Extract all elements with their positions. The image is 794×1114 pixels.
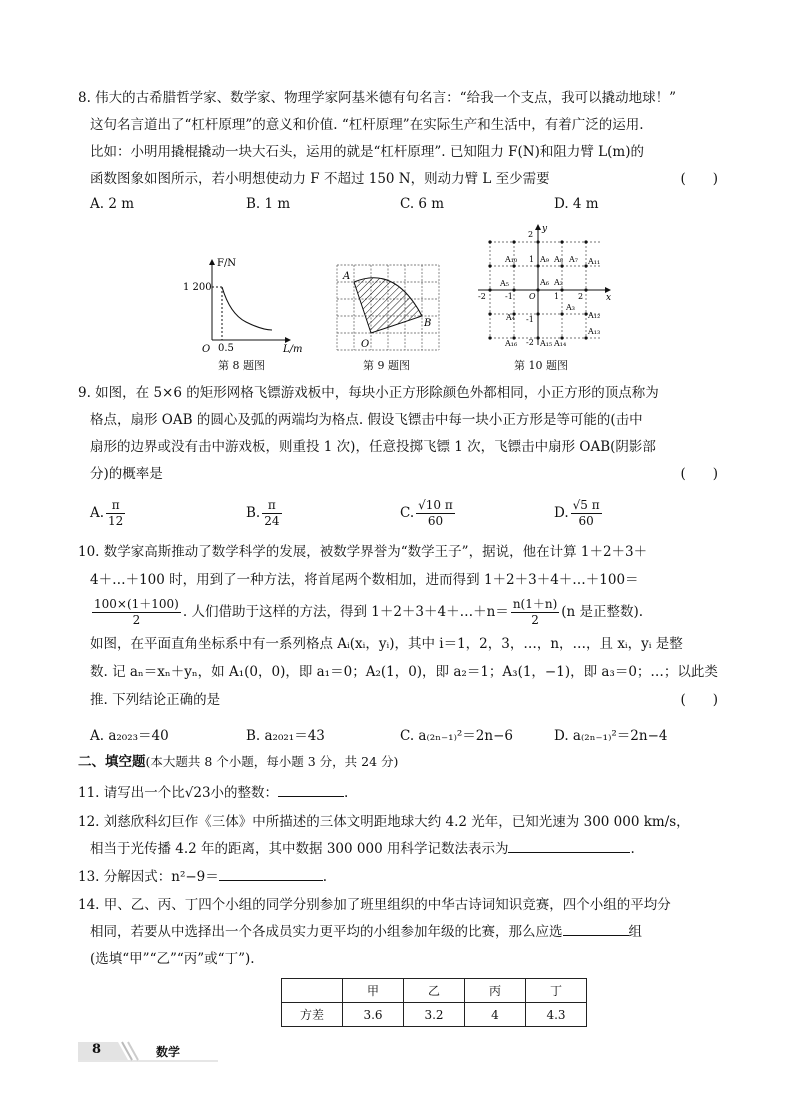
page-number: 8 (92, 1042, 102, 1057)
q10-option-a: A. a₂₀₂₃＝40 (90, 728, 169, 744)
fig10-point-a12: A₁₂ (588, 311, 601, 320)
q9-line-1: 9. 如图，在 5×6 的矩形网格飞镖游戏板中，每块小正方形除颜色外都相同，小正方形的顶点称为 (78, 385, 659, 401)
q9-option-c-num: √10 π (418, 498, 453, 512)
q10-option-d: D. a₍₂ₙ₋₁₎²＝2n−4 (554, 728, 668, 744)
q10-answer-paren: ( ) (680, 692, 718, 708)
fig8-xlabel: L/m (283, 344, 303, 355)
fig10-y-axis-label: y (542, 224, 548, 234)
q9-line-3: 扇形的边界或没有击中游戏板，则重投 1 次)，任意投掷飞镖 1 次，飞镖击中扇形 OAB(阴影部 (90, 439, 656, 455)
fig9-label-b: B (424, 318, 432, 329)
q12-line-2: 相当于光传播 4.2 年的距离，其中数据 300 000 用科学记数法表示为 (90, 841, 509, 857)
q9-option-b-num: π (262, 498, 281, 514)
fig8-ylabel: F/N (217, 258, 237, 269)
q8-answer-paren: ( ) (680, 171, 718, 187)
q9-option-a-label: A. (90, 505, 105, 521)
section-2-title: 二、填空题 (78, 754, 146, 770)
q9-options (90, 498, 730, 534)
q8-line-2: 这句名言道出了“杠杆原理”的意义和价值. “杠杆原理”在实际生产和生活中，有着广泛的运用. (90, 117, 644, 133)
q8-line-3: 比如：小明用撬棍撬动一块大石头，运用的就是“杠杆原理”. 已知阻力 F(N)和阻力臂 L(m)的 (90, 144, 644, 160)
q8-option-a: A. 2 m (90, 196, 135, 212)
fig10-tick-yneg2: -2 (526, 338, 534, 347)
q13-answer-blank[interactable] (219, 865, 323, 881)
fig10-tick-yneg1: -1 (526, 315, 534, 324)
q10-line-1: 10. 数学家高斯推动了数学科学的发展，被数学界誉为“数学王子”，据说，他在计算 1＋2＋3＋ (78, 544, 648, 560)
fig10-x-axis-label: x (606, 293, 612, 303)
q10-frac2-num: n(1＋n) (512, 597, 558, 611)
q10-line-6 (78, 686, 728, 714)
q10-option-c: C. a₍₂ₙ₋₁₎²＝2n−6 (400, 728, 513, 744)
fig10-point-a3: A₃ (566, 303, 575, 312)
fig10-tick-xneg2: -2 (478, 292, 486, 301)
q14-line-3: (选填“甲”“乙”“丙”或“丁”). (90, 951, 255, 967)
q9-line-2: 格点，扇形 OAB 的圆心及弧的两端均为格点. 假设飞镖击中每一块小正方形是等可能的(击中 (90, 412, 643, 428)
q9-option-c-label: C. (400, 505, 415, 521)
fig10-origin: O (529, 292, 536, 301)
fig10-point-a16: A₁₆ (505, 339, 518, 348)
fig10-point-a7: A₇ (569, 255, 578, 264)
figure-8-graph (183, 258, 303, 355)
table-cell: 方差 (282, 1003, 343, 1027)
q8-option-b: B. 1 m (246, 196, 291, 212)
q9-option-d (554, 498, 604, 529)
section-2-header (78, 748, 728, 775)
question-12 (78, 809, 728, 863)
fig10-point-a4: A₄ (506, 313, 515, 322)
fig9-label-o: O (361, 339, 370, 350)
table-header-cell: 丙 (465, 979, 526, 1003)
fig10-tick-x2: 2 (578, 292, 584, 301)
q12-answer-blank[interactable] (508, 837, 630, 853)
q10-frac2-den: 2 (531, 613, 539, 627)
question-14 (78, 892, 728, 973)
q10-option-b: B. a₂₀₂₁＝43 (246, 728, 325, 744)
table-header-cell: 乙 (404, 979, 465, 1003)
fig10-point-a11: A₁₁ (588, 257, 601, 266)
table-header-cell: 甲 (343, 979, 404, 1003)
q9-line-4-text: 分)的概率是 (90, 466, 163, 482)
table-cell: 3.6 (343, 1003, 404, 1027)
q14-line-1: 14. 甲、乙、丙、丁四个小组的同学分别参加了班里组织的中华古诗词知识竞赛，四个小组的平均分 (78, 897, 671, 913)
q13-text: 13. 分解因式：n²−9＝ (78, 869, 219, 885)
q9-answer-paren: ( ) (680, 466, 718, 482)
fig10-point-a5: A₅ (500, 279, 509, 288)
figure-9-grid (337, 265, 439, 350)
q8-option-d: D. 4 m (554, 196, 599, 212)
q12-end: . (630, 841, 635, 857)
question-11 (78, 780, 728, 807)
q9-option-c (400, 498, 457, 529)
variance-table-header (282, 979, 587, 1003)
section-2-note: (本大题共 8 个小题，每小题 3 分，共 24 分) (145, 754, 399, 769)
q11-text: 11. 请写出一个比√23小的整数： (78, 785, 279, 801)
q10-line-4: 如图，在平面直角坐标系中有一系列格点 Aᵢ(xᵢ，yᵢ)，其中 i＝1，2，3，…，n，…，且 xᵢ，yᵢ 是整 (90, 636, 683, 652)
fig8-caption: 第 8 题图 (218, 359, 265, 372)
q10-line-5: 数. 记 aₙ＝xₙ＋yₙ，如 A₁(0，0)，即 a₁＝0；A₂(1，0)，即 a₂＝1；A₃(1，−1)，即 a₃＝0；…；以此类 (90, 664, 718, 680)
fig10-tick-xneg1: -1 (505, 292, 513, 301)
q14-line-2a: 相同，若要从中选择出一个各成员实力更平均的小组参加年级的比赛，那么应选 (90, 924, 563, 940)
fig8-ytick: 1 200 (183, 282, 212, 293)
q10-line-3 (78, 594, 728, 630)
fig10-point-a9: A₉ (540, 255, 549, 264)
q9-line-4 (78, 461, 728, 488)
q9-option-c-den: 60 (427, 514, 444, 528)
table-cell: 4.3 (526, 1003, 587, 1027)
q9-option-a-den: 12 (108, 514, 124, 528)
fig8-origin: O (202, 344, 211, 355)
fig9-caption: 第 9 题图 (363, 359, 410, 372)
fig10-tick-y1: 1 (529, 255, 535, 264)
fig10-point-a2: A₂ (554, 278, 563, 287)
footer-subject: 数学 (156, 1045, 181, 1059)
table-header-cell: 丁 (526, 979, 587, 1003)
q8-line-1: 8. 伟大的古希腊哲学家、数学家、物理学家阿基米德有句名言：“给我一个支点，我可以撬动地球！” (78, 90, 676, 106)
q9-option-d-num: √5 π (572, 498, 600, 512)
fig10-caption: 第 10 题图 (514, 359, 568, 372)
q14-answer-blank[interactable] (563, 920, 629, 936)
fig8-xtick: 0.5 (218, 343, 234, 354)
q12-line-1: 12. 刘慈欣科幻巨作《三体》中所描述的三体文明距地球大约 4.2 光年，已知光速为 300 000 km/s， (78, 814, 690, 830)
variance-table-row (282, 1003, 587, 1027)
fig10-point-a6: A₆ (540, 278, 549, 287)
q10-frac1-den: 2 (132, 613, 141, 627)
q9-option-d-label: D. (554, 505, 569, 521)
fig10-point-a8: A₈ (554, 255, 563, 264)
q13-end: . (322, 869, 328, 885)
page-footer (78, 1040, 218, 1062)
question-13 (78, 864, 728, 891)
q10-frac1-num: 100×(1＋100) (94, 597, 179, 611)
variance-table (281, 978, 587, 1027)
q9-option-a (90, 498, 127, 529)
table-cell: 3.2 (404, 1003, 465, 1027)
q8-option-c: C. 6 m (400, 196, 445, 212)
q11-end: . (344, 785, 349, 801)
fig9-label-a: A (343, 271, 351, 282)
q10-line-2: 4＋…＋100 时，用到了一种方法，将首尾两个数相加，进而得到 1＋2＋3＋4＋…＋100＝ (90, 572, 639, 588)
question-9 (78, 380, 728, 488)
q10-line-3-mid: . 人们借助于这样的方法，得到 1＋2＋3＋4＋…＋n＝ (182, 604, 509, 620)
fig10-point-a13: A₁₃ (588, 327, 601, 336)
fig10-point-a10: A₁₀ (505, 255, 518, 264)
fig10-tick-y2: 2 (528, 230, 534, 239)
question-10 (78, 538, 728, 714)
fig10-tick-x1: 1 (554, 292, 560, 301)
fig10-point-a14: A₁₄ (554, 339, 567, 348)
q14-line-2b: 组 (628, 924, 642, 940)
q8-line-4-text: 函数图象如图所示，若小明想使动力 F 不超过 150 N，则动力臂 L 至少需要 (90, 171, 550, 187)
figure-10-lattice (478, 224, 611, 348)
q9-option-b-label: B. (246, 505, 261, 521)
q10-line-3-end: (n 是正整数). (561, 604, 644, 620)
q9-option-b-den: 24 (264, 514, 280, 528)
table-header-cell (282, 979, 343, 1003)
table-cell: 4 (465, 1003, 526, 1027)
q9-option-b (246, 498, 284, 529)
fig10-point-a15: A₁₅ (540, 339, 553, 348)
q9-option-d-den: 60 (578, 514, 594, 528)
q10-line-6-text: 推. 下列结论正确的是 (90, 692, 221, 708)
q9-option-a-num: π (106, 498, 125, 514)
q11-answer-blank[interactable] (278, 781, 344, 797)
